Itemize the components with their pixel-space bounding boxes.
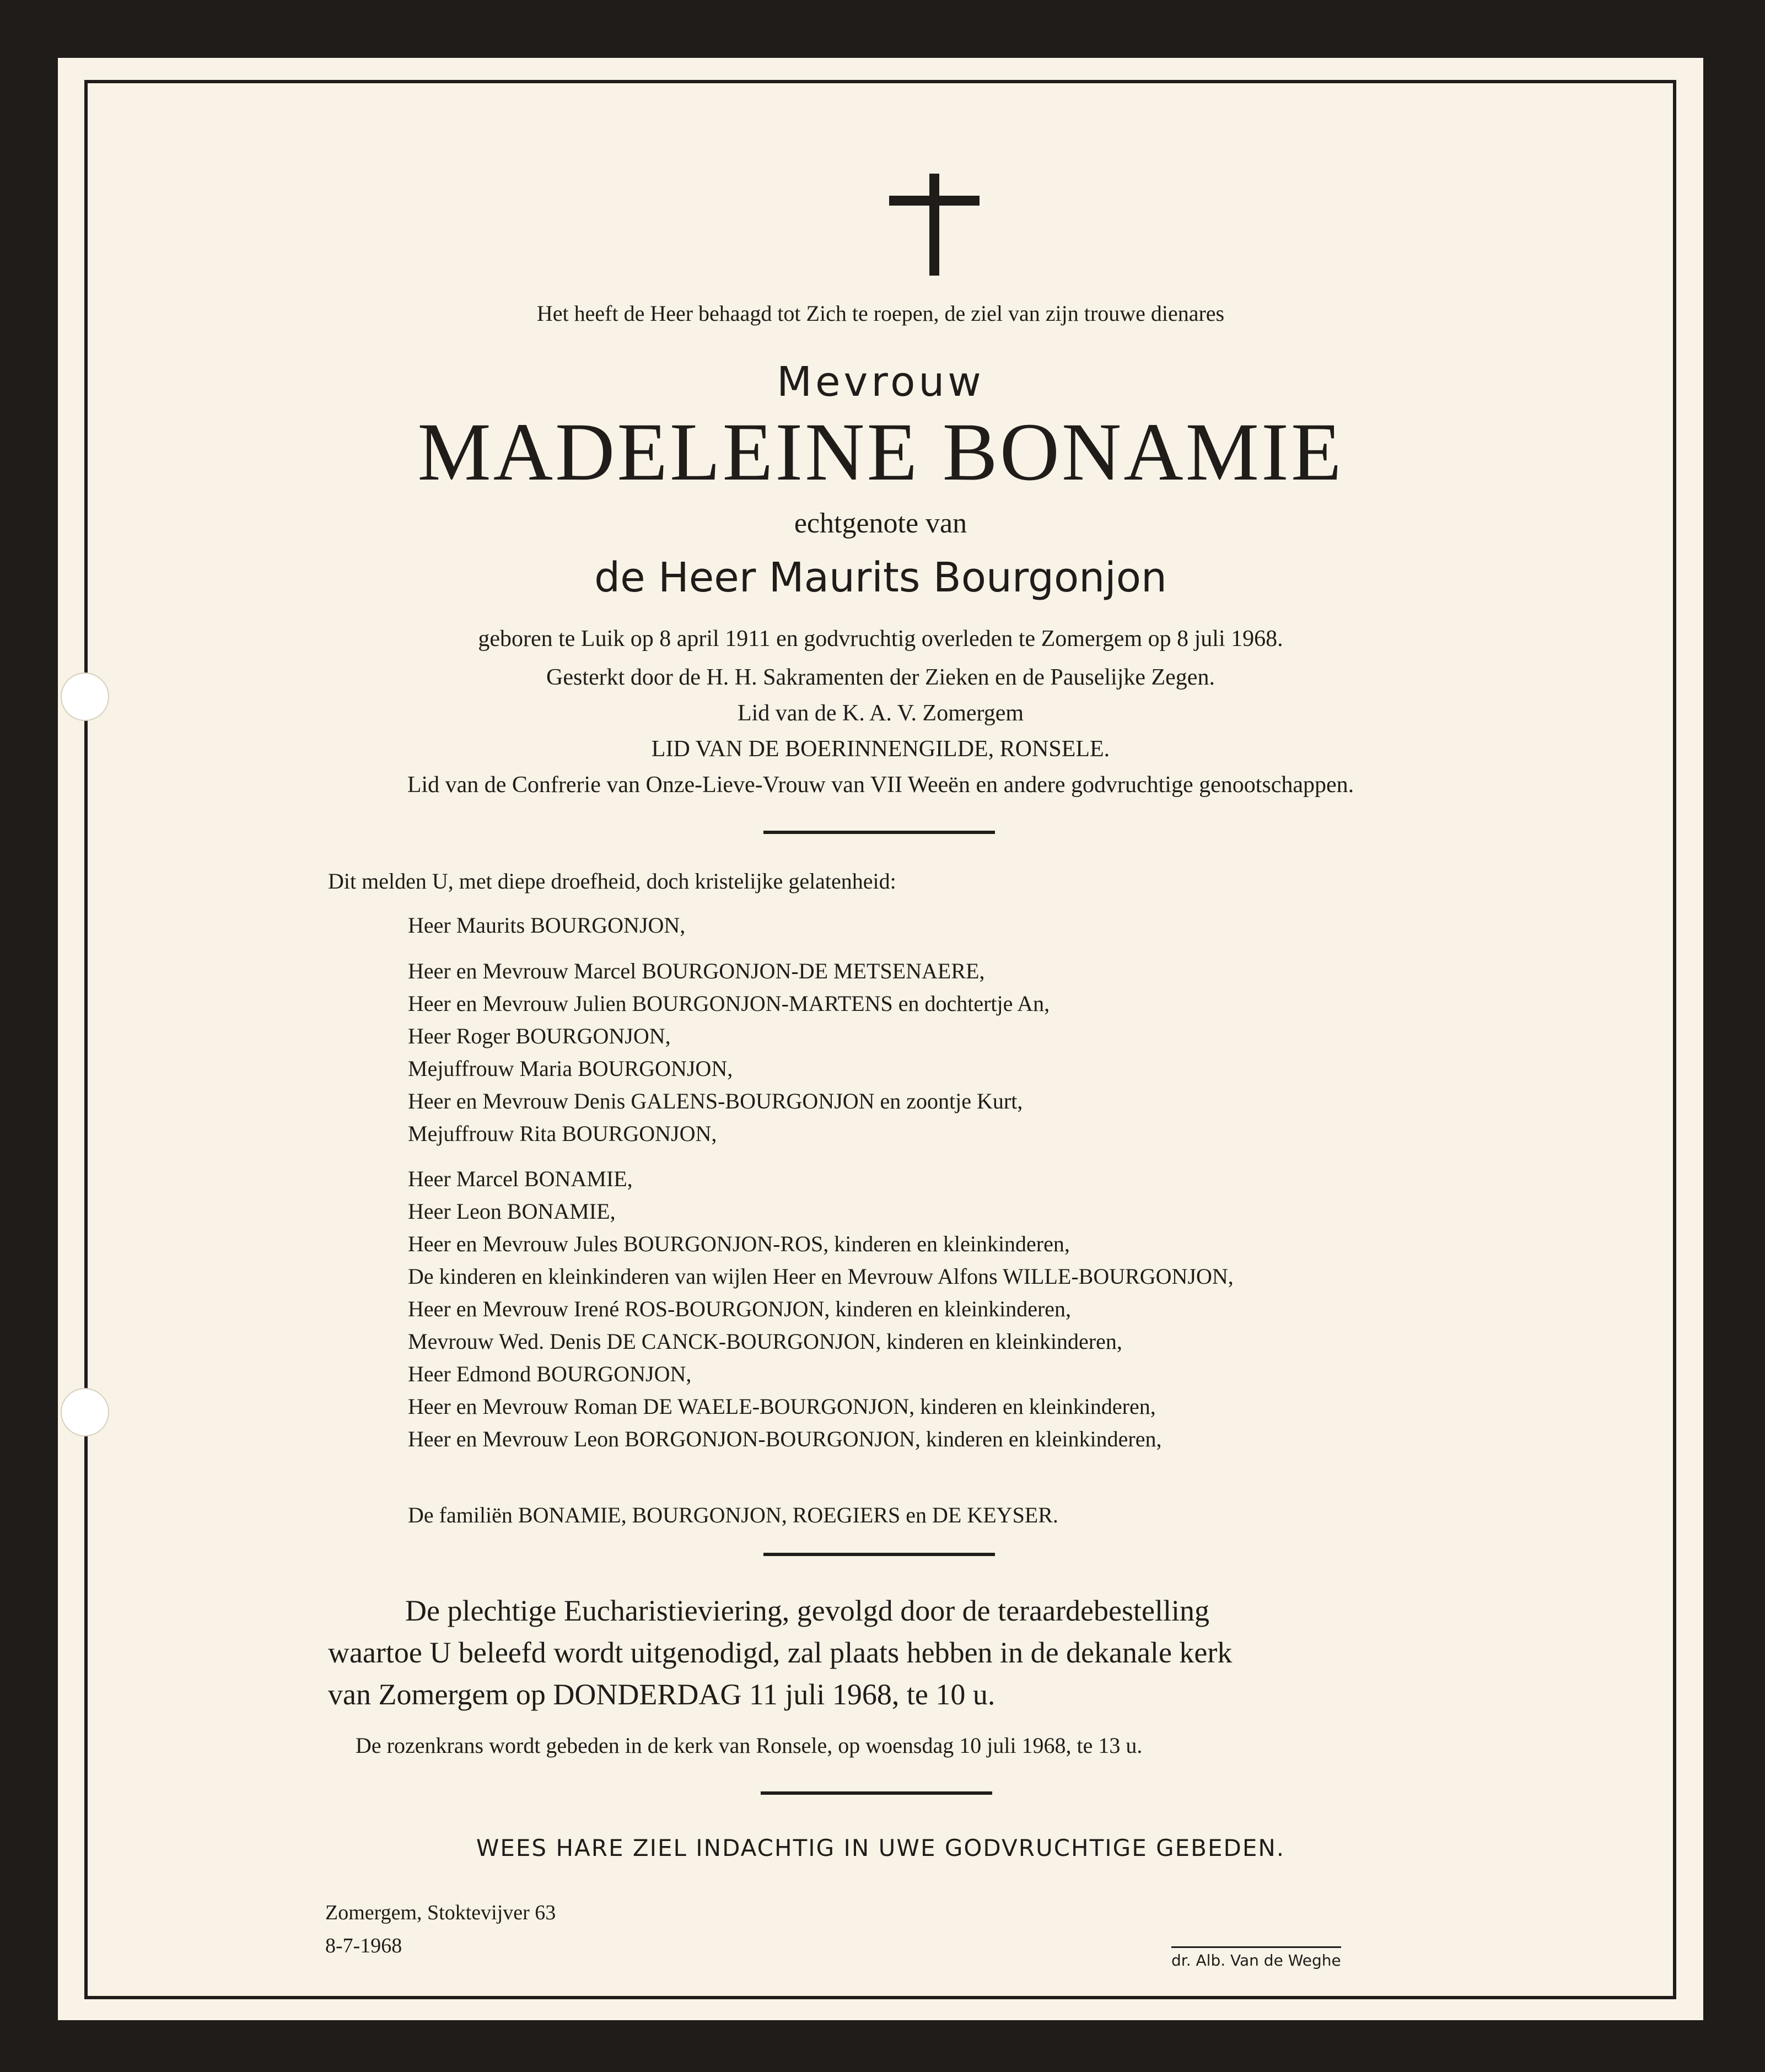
list-item: Heer en Mevrouw Roman DE WAELE-BOURGONJON, kinderen en kleinkinderen, (408, 1394, 1156, 1419)
divider (761, 1791, 992, 1795)
list-item: Heer en Mevrouw Jules BOURGONJON-ROS, kinderen en kleinkinderen, (408, 1231, 1070, 1256)
service-line: waartoe U beleefd wordt uitgenodigd, zal plaats hebben in de dekanale kerk (328, 1636, 1233, 1669)
title-prefix: Mevrouw (777, 358, 984, 406)
announcement-intro: Dit melden U, met diepe droefheid, doch kristelijke gelatenheid: (328, 869, 896, 894)
address: Zomergem, Stoktevijver 63 (325, 1901, 556, 1924)
list-item: De familiën BONAMIE, BOURGONJON, ROEGIERS en DE KEYSER. (408, 1503, 1058, 1527)
list-item: Mejuffrouw Rita BOURGONJON, (408, 1121, 717, 1146)
printer-credit: dr. Alb. Van de Weghe (1171, 1946, 1341, 1969)
cross-icon (889, 174, 980, 276)
rosary-notice: De rozenkrans wordt gebeden in de kerk van Ronsele, op woensdag 10 juli 1968, te 13 u. (356, 1733, 1143, 1758)
death-notice-card (58, 58, 1703, 2020)
intro-text: Het heeft de Heer behaagd tot Zich te roepen, de ziel van zijn trouwe dienares (536, 301, 1225, 326)
list-item: Heer en Mevrouw Irené ROS-BOURGONJON, kinderen en kleinkinderen, (408, 1296, 1072, 1321)
list-item: Heer en Mevrouw Marcel BOURGONJON-DE METSENAERE, (408, 959, 985, 983)
list-item: Heer en Mevrouw Denis GALENS-BOURGONJON en zoontje Kurt, (408, 1089, 1023, 1113)
list-item: De kinderen en kleinkinderen van wijlen Heer en Mevrouw Alfons WILLE-BOURGONJON, (408, 1264, 1234, 1289)
list-item: Mejuffrouw Maria BOURGONJON, (408, 1056, 733, 1081)
list-item: Heer Maurits BOURGONJON, (408, 913, 686, 938)
divider (763, 831, 995, 834)
list-item: Heer Marcel BONAMIE, (408, 1166, 633, 1191)
list-item: Heer Roger BOURGONJON, (408, 1024, 671, 1048)
detail-line: Gesterkt door de H. H. Sakramenten der Zieken en de Pauselijke Zegen. (546, 665, 1215, 690)
detail-line: Lid van de Confrerie van Onze-Lieve-Vrouw van VII Weeën en andere godvruchtige genootschappen. (407, 772, 1354, 798)
list-item: Heer Leon BONAMIE, (408, 1199, 616, 1224)
divider (763, 1553, 995, 1556)
list-item: Heer en Mevrouw Leon BORGONJON-BOURGONJON, kinderen en kleinkinderen, (408, 1427, 1162, 1451)
detail-line: Lid van de K. A. V. Zomergem (737, 701, 1024, 726)
spouse-name: de Heer Maurits Bourgonjon (594, 554, 1167, 601)
detail-line: geboren te Luik op 8 april 1911 en godvruchtig overleden te Zomergem op 8 juli 1968. (478, 626, 1283, 652)
closing-prayer: WEES HARE ZIEL INDACHTIG IN UWE GODVRUCHTIGE GEBEDEN. (476, 1834, 1285, 1861)
detail-line: LID VAN DE BOERINNENGILDE, RONSELE. (651, 736, 1110, 762)
service-line: van Zomergem op DONDERDAG 11 juli 1968, te 10 u. (328, 1678, 995, 1711)
list-item: Heer en Mevrouw Julien BOURGONJON-MARTENS en dochtertje An, (408, 991, 1050, 1016)
punch-hole (61, 1388, 109, 1436)
notice-date: 8-7-1968 (325, 1934, 402, 1957)
deceased-name: MADELEINE BONAMIE (417, 406, 1344, 498)
list-item: Mevrouw Wed. Denis DE CANCK-BOURGONJON, kinderen en kleinkinderen, (408, 1329, 1122, 1354)
list-item: Heer Edmond BOURGONJON, (408, 1361, 692, 1386)
spouse-intro: echtgenote van (794, 508, 967, 539)
service-line: De plechtige Eucharistieviering, gevolgd door de teraardebestelling (405, 1594, 1209, 1627)
